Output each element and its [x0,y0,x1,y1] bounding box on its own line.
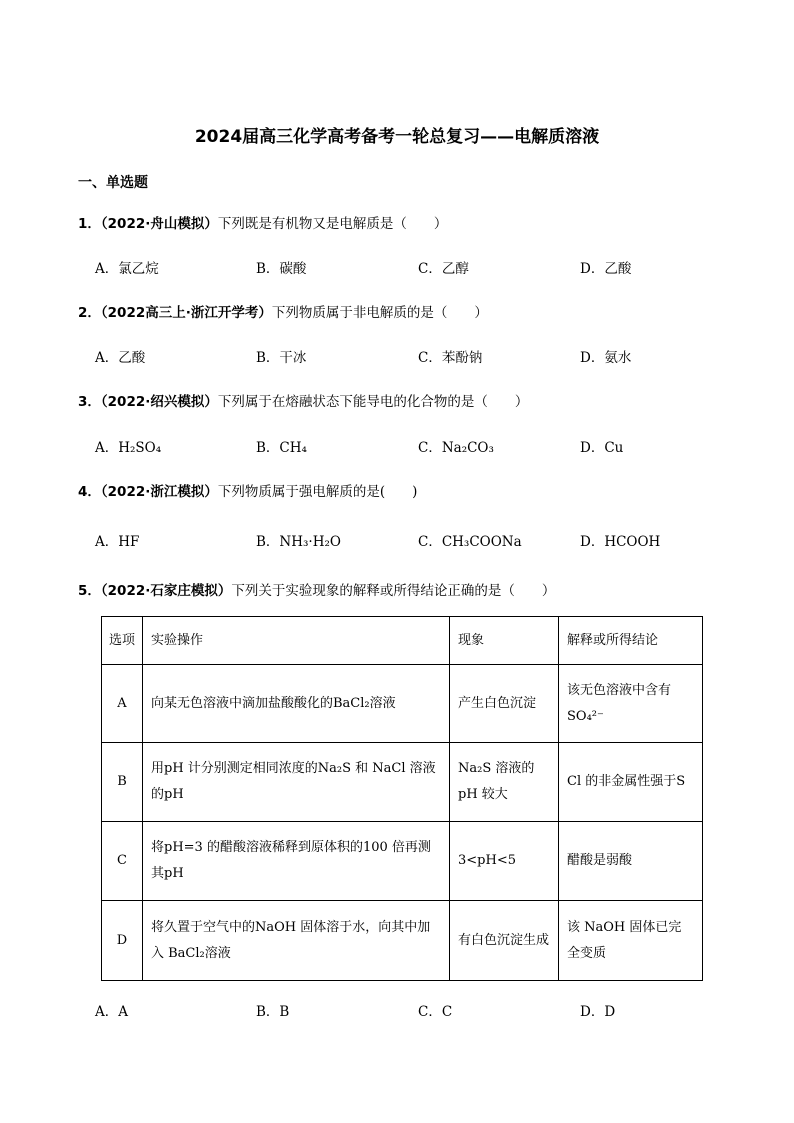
option-d[interactable]: D．乙酸 [580,261,632,277]
table-cell: 有白色沉淀生成 [450,901,559,981]
question-text: 下列属于在熔融状态下能导电的化合物的是（ ） [217,394,529,410]
option-b[interactable]: B．碳酸 [256,261,307,277]
table-row [102,822,703,901]
question-4 [78,480,417,500]
question-2 [78,301,488,321]
table-cell: 将久置于空气中的NaOH 固体溶于水，向其中加入 BaCl₂溶液 [143,901,450,981]
table-cell: 该无色溶液中含有SO₄²⁻ [559,665,703,743]
question-number: 1． [78,216,101,232]
question-number: 3． [78,394,101,410]
table-header-cell: 选项 [102,617,143,665]
table-cell: 产生白色沉淀 [450,665,559,743]
question-source: （2022高三上·浙江开学考） [100,305,272,321]
table-cell: 3<pH<5 [450,822,559,901]
question-text: 下列物质属于非电解质的是（ ） [271,305,488,321]
option-a[interactable]: A．H₂SO₄ [95,440,162,456]
table-cell: C [102,822,143,901]
table-row [102,901,703,981]
question-text: 下列物质属于强电解质的是( ) [217,484,418,500]
question-1 [78,212,447,232]
experiment-table [101,616,703,981]
option-a[interactable]: A．A [95,1004,128,1020]
option-b[interactable]: B．干冰 [256,350,307,366]
option-c[interactable]: C．乙醇 [418,261,469,277]
table-row [102,743,703,822]
question-number: 5． [78,583,101,599]
option-a[interactable]: A．HF [95,534,140,550]
question-number: 2． [78,305,101,321]
table-header-cell: 实验操作 [143,617,450,665]
question-source: （2022·绍兴模拟） [100,394,218,410]
table-cell: 向某无色溶液中滴加盐酸酸化的BaCl₂溶液 [143,665,450,743]
question-source: （2022·舟山模拟） [100,216,218,232]
table-cell: D [102,901,143,981]
option-d[interactable]: D．HCOOH [580,534,661,550]
table-header-row [102,617,703,665]
option-d[interactable]: D．氨水 [580,350,632,366]
table-cell: 用pH 计分别测定相同浓度的Na₂S 和 NaCl 溶液的pH [143,743,450,822]
table-cell: B [102,743,143,822]
option-b[interactable]: B．CH₄ [256,440,307,456]
question-3 [78,390,528,410]
option-d[interactable]: D．D [580,1004,616,1020]
question-text: 下列既是有机物又是电解质是（ ） [217,216,448,232]
table-cell: 醋酸是弱酸 [559,822,703,901]
table-cell: 该 NaOH 固体已完全变质 [559,901,703,981]
question-5 [78,579,555,599]
option-b[interactable]: B．B [256,1004,290,1020]
table-header-cell: 现象 [450,617,559,665]
table-cell: 将pH=3 的醋酸溶液稀释到原体积的100 倍再测其pH [143,822,450,901]
question-source: （2022·浙江模拟） [100,484,218,500]
table-cell: Cl 的非金属性强于S [559,743,703,822]
option-a[interactable]: A．氯乙烷 [95,261,159,277]
option-c[interactable]: C．Na₂CO₃ [418,440,494,456]
option-c[interactable]: C．CH₃COONa [418,534,522,550]
option-c[interactable]: C．苯酚钠 [418,350,483,366]
table-header-cell: 解释或所得结论 [559,617,703,665]
option-a[interactable]: A．乙酸 [95,350,146,366]
table-cell: A [102,665,143,743]
question-source: （2022·石家庄模拟） [100,583,232,599]
option-c[interactable]: C．C [418,1004,453,1020]
option-d[interactable]: D．Cu [580,440,624,456]
option-b[interactable]: B．NH₃·H₂O [256,534,341,550]
table-cell: Na₂S 溶液的pH 较大 [450,743,559,822]
table-row [102,665,703,743]
question-text: 下列关于实验现象的解释或所得结论正确的是（ ） [231,583,556,599]
page-title: 2024届高三化学高考备考一轮总复习——电解质溶液 [194,127,600,147]
question-number: 4． [78,484,101,500]
section-heading: 一、单选题 [78,175,148,191]
